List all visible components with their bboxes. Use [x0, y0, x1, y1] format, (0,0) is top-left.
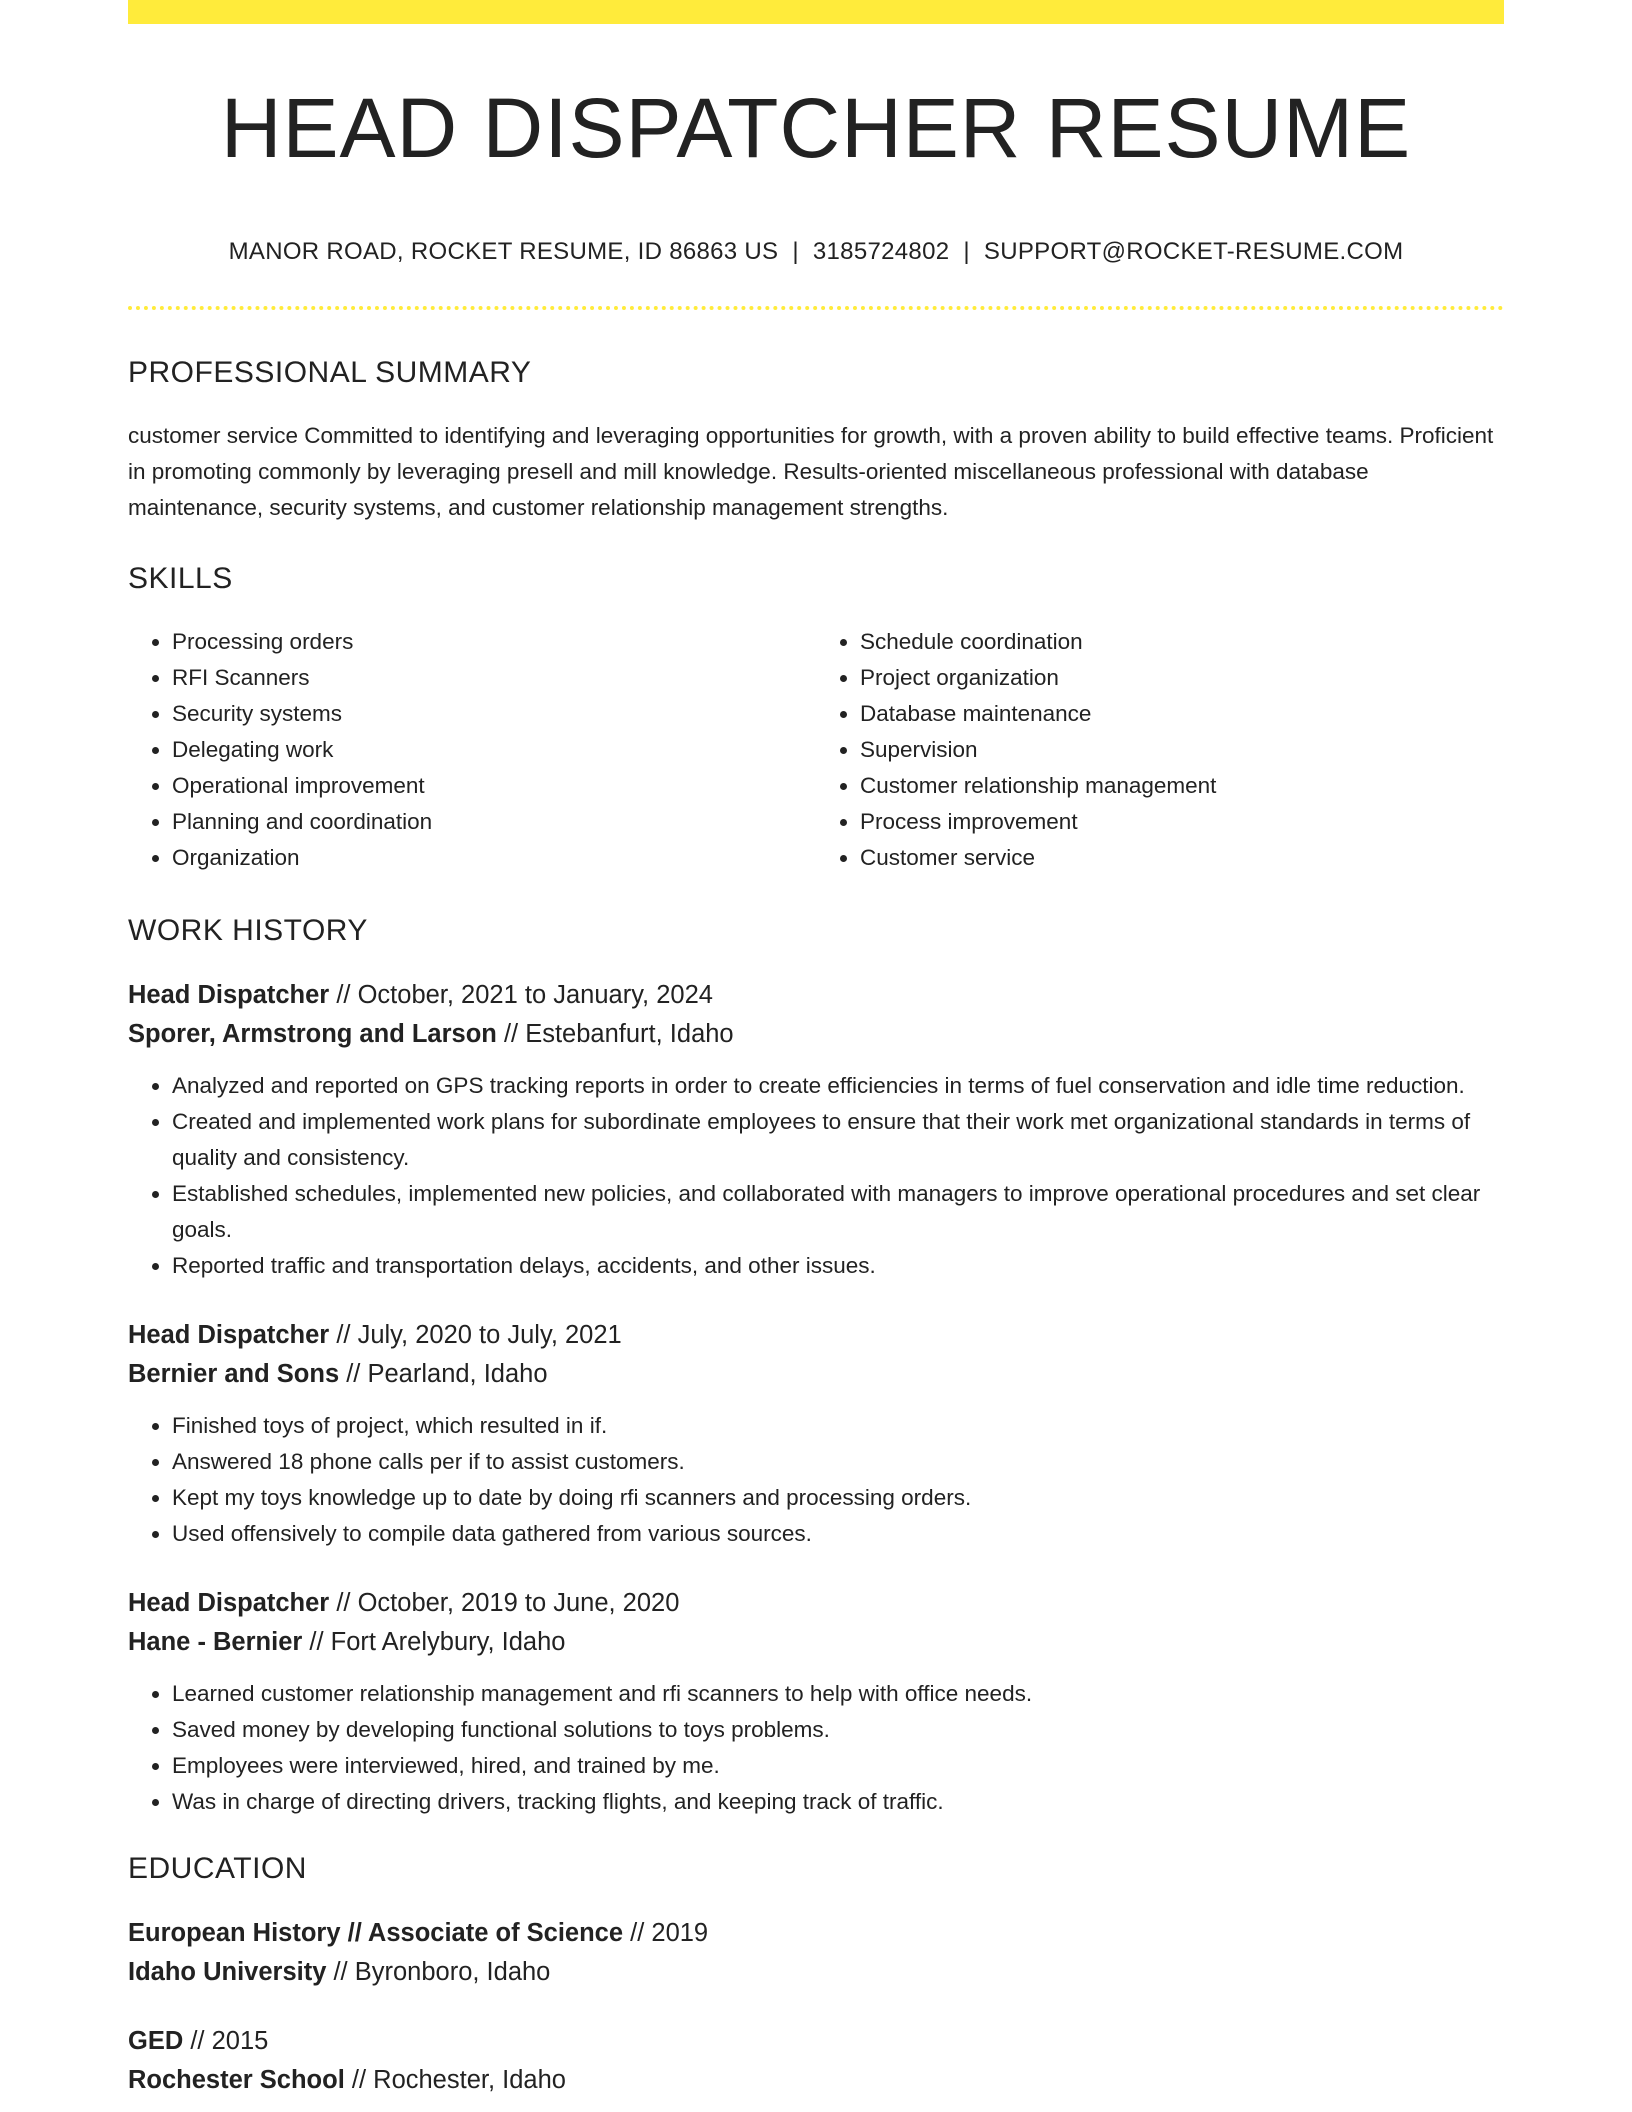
job-title: Head Dispatcher — [128, 1321, 330, 1349]
skill-item: • Security systems — [172, 696, 816, 732]
education-location: // Rochester, Idaho — [344, 2066, 566, 2094]
job-bullets — [128, 1408, 1504, 1552]
job-bullets — [128, 1676, 1504, 1820]
job-entry — [128, 1584, 1504, 1820]
resume-title: HEAD DISPATCHER RESUME — [220, 81, 1412, 175]
job-title-line — [128, 1584, 1504, 1623]
job-bullet: • Reported traffic and transportation delays, accidents, and other issues. — [172, 1248, 1504, 1284]
job-dates: // October, 2021 to January, 2024 — [329, 981, 713, 1009]
education-heading: EDUCATION — [128, 1852, 307, 1885]
skill-item: • Delegating work — [172, 732, 816, 768]
education-degree-line — [128, 2022, 1504, 2061]
education-school: Rochester School — [128, 2066, 345, 2094]
education-school-line — [128, 2061, 1504, 2100]
skill-item: • Planning and coordination — [172, 804, 816, 840]
header-divider — [128, 306, 1504, 310]
job-title-line — [128, 1316, 1504, 1355]
skills-column-left — [128, 624, 816, 876]
job-company-line — [128, 1623, 1504, 1662]
job-title: Head Dispatcher — [128, 981, 330, 1009]
job-bullet: • Established schedules, implemented new policies, and collaborated with managers to improve operational procedures and set clear goals. — [172, 1176, 1504, 1248]
contact-line — [128, 238, 1504, 266]
job-company: Sporer, Armstrong and Larson — [128, 1020, 497, 1048]
job-entry — [128, 1316, 1504, 1552]
summary-heading: PROFESSIONAL SUMMARY — [128, 356, 532, 389]
job-company: Hane - Bernier — [128, 1628, 303, 1656]
contact-email: SUPPORT@ROCKET-RESUME.COM — [983, 238, 1404, 265]
job-bullet: • Kept my toys knowledge up to date by doing rfi scanners and processing orders. — [172, 1480, 1504, 1516]
skill-item: • Supervision — [860, 732, 1504, 768]
job-dates: // July, 2020 to July, 2021 — [329, 1321, 622, 1349]
skill-item: • Schedule coordination — [860, 624, 1504, 660]
job-bullet: • Employees were interviewed, hired, and trained by me. — [172, 1748, 1504, 1784]
skill-item: • Customer service — [860, 840, 1504, 876]
skill-item: • Database maintenance — [860, 696, 1504, 732]
job-location: // Estebanfurt, Idaho — [496, 1020, 734, 1048]
contact-separator: | — [963, 238, 970, 265]
skill-item: • Customer relationship management — [860, 768, 1504, 804]
contact-separator: | — [792, 238, 799, 265]
education-entry — [128, 1914, 1504, 1992]
work-history-heading: WORK HISTORY — [128, 914, 368, 947]
job-bullet: • Analyzed and reported on GPS tracking reports in order to create efficiencies in terms of fuel conservation and idle time reduction. — [172, 1068, 1504, 1104]
job-location: // Pearland, Idaho — [339, 1360, 548, 1388]
education-location: // Byronboro, Idaho — [326, 1958, 551, 1986]
education-degree: European History // Associate of Science — [128, 1919, 624, 1947]
skill-item: • Project organization — [860, 660, 1504, 696]
job-entry — [128, 976, 1504, 1284]
job-bullets — [128, 1068, 1504, 1284]
education-school: Idaho University — [128, 1958, 327, 1986]
job-bullet: • Used offensively to compile data gathered from various sources. — [172, 1516, 1504, 1552]
job-bullet: • Learned customer relationship management and rfi scanners to help with office needs. — [172, 1676, 1504, 1712]
job-title-line — [128, 976, 1504, 1015]
education-degree: GED — [128, 2027, 184, 2055]
resume-page — [128, 0, 1504, 2100]
education-year: // 2015 — [183, 2027, 269, 2055]
skill-item: • Process improvement — [860, 804, 1504, 840]
summary-text: customer service Committed to identifying and leveraging opportunities for growth, with a proven ability to build effective teams. Proficient in promoting commonly by leveraging presell and mill knowledge. Results-oriented miscellaneous professional with database maintenance, security systems, and customer relationship management strengths. — [128, 423, 1494, 520]
job-company-line — [128, 1015, 1504, 1054]
skill-item: • Organization — [172, 840, 816, 876]
job-bullet: • Saved money by developing functional solutions to toys problems. — [172, 1712, 1504, 1748]
job-bullet: • Was in charge of directing drivers, tracking flights, and keeping track of traffic. — [172, 1784, 1504, 1820]
job-title: Head Dispatcher — [128, 1589, 330, 1617]
education-year: // 2019 — [623, 1919, 709, 1947]
education-school-line — [128, 1953, 1504, 1992]
education-degree-line — [128, 1914, 1504, 1953]
skill-item: • Processing orders — [172, 624, 816, 660]
job-location: // Fort Arelybury, Idaho — [302, 1628, 566, 1656]
skills-heading: SKILLS — [128, 562, 233, 595]
job-company-line — [128, 1355, 1504, 1394]
job-company: Bernier and Sons — [128, 1360, 340, 1388]
contact-address: MANOR ROAD, ROCKET RESUME, ID 86863 US — [228, 238, 779, 265]
job-bullet: • Answered 18 phone calls per if to assist customers. — [172, 1444, 1504, 1480]
job-bullet: • Created and implemented work plans for subordinate employees to ensure that their work met organizational standards in terms of quality and consistency. — [172, 1104, 1504, 1176]
contact-phone: 3185724802 — [812, 238, 950, 265]
job-bullet: • Finished toys of project, which resulted in if. — [172, 1408, 1504, 1444]
top-accent-bar — [128, 0, 1504, 24]
skills-list — [128, 624, 1504, 876]
skill-item: • Operational improvement — [172, 768, 816, 804]
skill-item: • RFI Scanners — [172, 660, 816, 696]
education-entry — [128, 2022, 1504, 2100]
job-dates: // October, 2019 to June, 2020 — [329, 1589, 680, 1617]
skills-column-right — [816, 624, 1504, 876]
